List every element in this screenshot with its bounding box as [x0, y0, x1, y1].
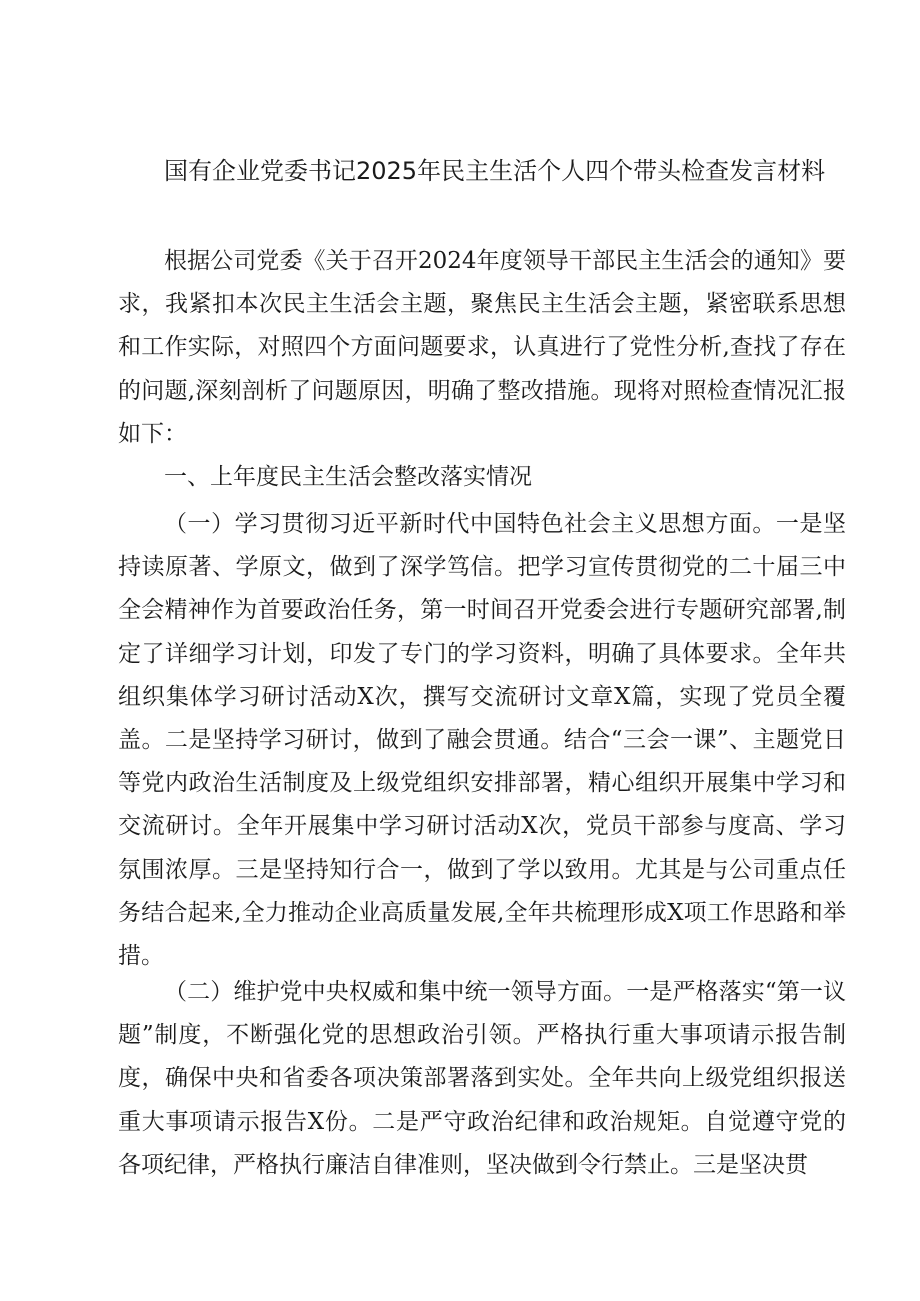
section-heading: 一、上年度民主生活会整改落实情况 [164, 464, 532, 490]
section-paragraph-authority: （二）维护党中央权威和集中统一领导方面。一是严格落实“第一议题”制度，不断强化党的思想政治引领。严格执行重大事项请示报告制度，确保中央和省委各项决策部署落到实处。全年共向上级党组织报送重大事项请示报告X份。二是严守政治纪律和政治规矩。自觉遵守党的各项纪律，严格执行廉洁自律准则，坚决做到令行禁止。三是坚决贯 [118, 979, 846, 1178]
intro-paragraph: 根据公司党委《关于召开2024年度领导干部民主生活会的通知》要求，我紧扣本次民主生活会主题，聚焦民主生活会主题，紧密联系思想和工作实际，对照四个方面问题要求，认真进行了党性分析,查找了存在的问题,深刻剖析了问题原因，明确了整改措施。现将对照检查情况汇报如下： [118, 248, 846, 447]
document-title: 国有企业党委书记2025年民主生活个人四个带头检查发言材料 [164, 157, 826, 185]
section-paragraph-study: （一）学习贯彻习近平新时代中国特色社会主义思想方面。一是坚持读原著、学原文，做到了深学笃信。把学习宣传贯彻党的二十届三中全会精神作为首要政治任务，第一时间召开党委会进行专题研究部署,制定了详细学习计划，印发了专门的学习资料，明确了具体要求。全年共组织集体学习研讨活动X次，撰写交流研讨文章X篇，实现了党员全覆盖。二是坚持学习研讨，做到了融会贯通。结合“三会一课”、主题党日等党内政治生活制度及上级党组织安排部署，精心组织开展集中学习和交流研讨。全年开展集中学习研讨活动X次，党员干部参与度高、学习氛围浓厚。三是坚持知行合一，做到了学以致用。尤其是与公司重点任务结合起来,全力推动企业高质量发展,全年共梳理形成X项工作思路和举措。 [118, 511, 846, 970]
